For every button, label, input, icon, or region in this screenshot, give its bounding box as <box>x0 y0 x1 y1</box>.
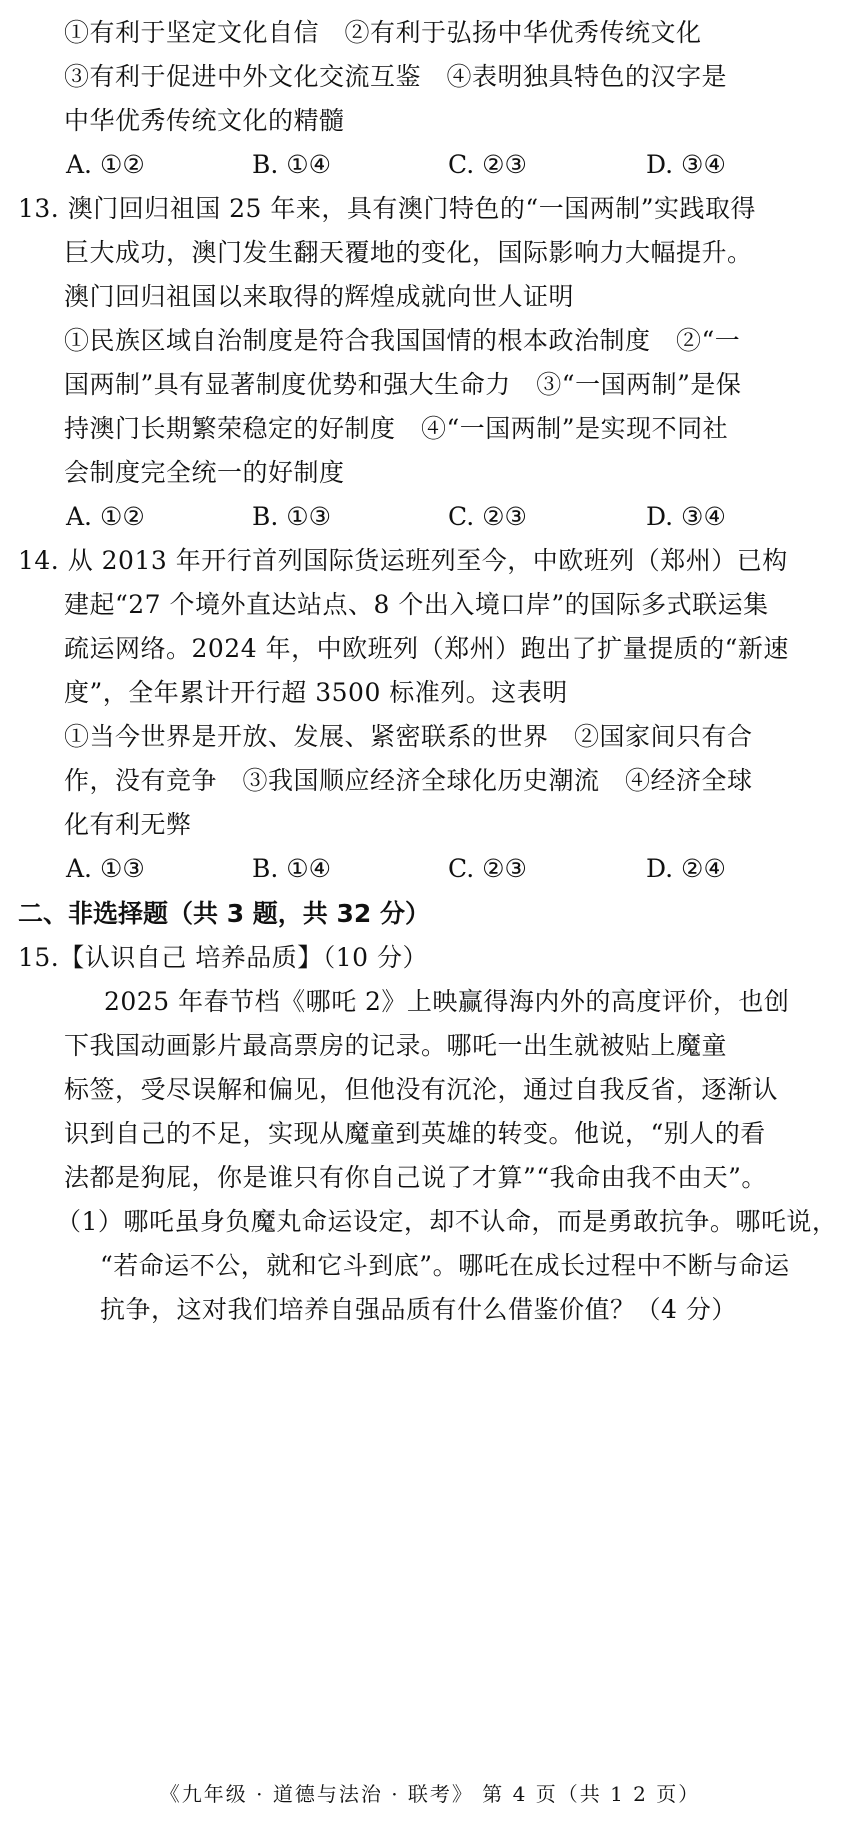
q15-passage-line: 识到自己的不足，实现从魔童到英雄的转变。他说，“别人的看 <box>64 1119 766 1148</box>
q15-passage-line: 标签，受尽误解和偏见，但他没有沉沦，通过自我反省，逐渐认 <box>64 1075 779 1104</box>
q14-stem-line: 度”，全年累计开行超 3500 标准列。这表明 <box>64 678 568 707</box>
q14-stem-line: 建起“27 个境外直达站点、8 个出入境口岸”的国际多式联运集 <box>64 590 769 619</box>
q12-option-a[interactable]: A. ①② <box>66 150 145 179</box>
q13-option-a[interactable]: A. ①② <box>66 502 145 531</box>
q13-option-c[interactable]: C. ②③ <box>448 502 527 531</box>
q14-option-b[interactable]: B. ①④ <box>252 854 332 883</box>
q13-statement-line: 持澳门长期繁荣稳定的好制度 ④“一国两制”是实现不同社 <box>64 414 729 443</box>
section-heading: 二、非选择题（共 3 题，共 32 分） <box>18 899 431 928</box>
q15-sub1-line: 抗争，这对我们培养自强品质有什么借鉴价值？（4 分） <box>100 1295 737 1324</box>
q14-options <box>66 852 826 886</box>
q13-statement-line: 国两制”具有显著制度优势和强大生命力 ③“一国两制”是保 <box>64 370 742 399</box>
q15-passage-line: 下我国动画影片最高票房的记录。哪吒一出生就被贴上魔童 <box>64 1031 728 1060</box>
q14-option-c[interactable]: C. ②③ <box>448 854 527 883</box>
page-footer: 《九年级 · 道德与法治 · 联考》 第 4 页（共 1 2 页） <box>159 1782 701 1806</box>
q15-sub1-line: （1）哪吒虽身负魔丸命运设定，却不认命，而是勇敢抗争。哪吒说， <box>56 1207 838 1236</box>
q12-statement-line: ③有利于促进中外文化交流互鉴 ④表明独具特色的汉字是 <box>64 62 728 91</box>
q14-option-d[interactable]: D. ②④ <box>646 854 726 883</box>
q13-stem-line: 巨大成功，澳门发生翻天覆地的变化，国际影响力大幅提升。 <box>64 238 753 267</box>
q13-statement-line: ①民族区域自治制度是符合我国国情的根本政治制度 ②“一 <box>64 326 741 355</box>
q14-statement-line: 化有利无弊 <box>64 810 192 839</box>
q14-stem-line: 14. 从 2013 年开行首列国际货运班列至今，中欧班列（郑州）已构 <box>18 546 788 575</box>
q12-statement-line: 中华优秀传统文化的精髓 <box>64 106 345 135</box>
q12-option-b[interactable]: B. ①④ <box>252 150 332 179</box>
q13-stem-line: 澳门回归祖国以来取得的辉煌成就向世人证明 <box>64 282 575 311</box>
q13-option-d[interactable]: D. ③④ <box>646 502 726 531</box>
q14-statement-line: 作，没有竞争 ③我国顺应经济全球化历史潮流 ④经济全球 <box>64 766 753 795</box>
q14-option-a[interactable]: A. ①③ <box>66 854 145 883</box>
q14-stem-line: 疏运网络。2024 年，中欧班列（郑州）跑出了扩量提质的“新速 <box>64 634 789 663</box>
q13-stem-line: 13. 澳门回归祖国 25 年来，具有澳门特色的“一国两制”实践取得 <box>18 194 756 223</box>
q15-passage-line: 2025 年春节档《哪吒 2》上映赢得海内外的高度评价，也创 <box>104 987 790 1016</box>
q13-statement-line: 会制度完全统一的好制度 <box>64 458 345 487</box>
q12-option-d[interactable]: D. ③④ <box>646 150 726 179</box>
q15-sub1-line: “若命运不公，就和它斗到底”。哪吒在成长过程中不断与命运 <box>100 1251 790 1280</box>
q13-options <box>66 500 826 534</box>
q12-option-c[interactable]: C. ②③ <box>448 150 527 179</box>
q15-passage-line: 法都是狗屁，你是谁只有你自己说了才算”“我命由我不由天”。 <box>64 1163 767 1192</box>
q14-statement-line: ①当今世界是开放、发展、紧密联系的世界 ②国家间只有合 <box>64 722 753 751</box>
q12-options <box>66 148 826 182</box>
q13-option-b[interactable]: B. ①③ <box>252 502 332 531</box>
q12-statement-line: ①有利于坚定文化自信 ②有利于弘扬中华优秀传统文化 <box>64 18 702 47</box>
q15-title: 15.【认识自己 培养品质】（10 分） <box>18 943 428 972</box>
